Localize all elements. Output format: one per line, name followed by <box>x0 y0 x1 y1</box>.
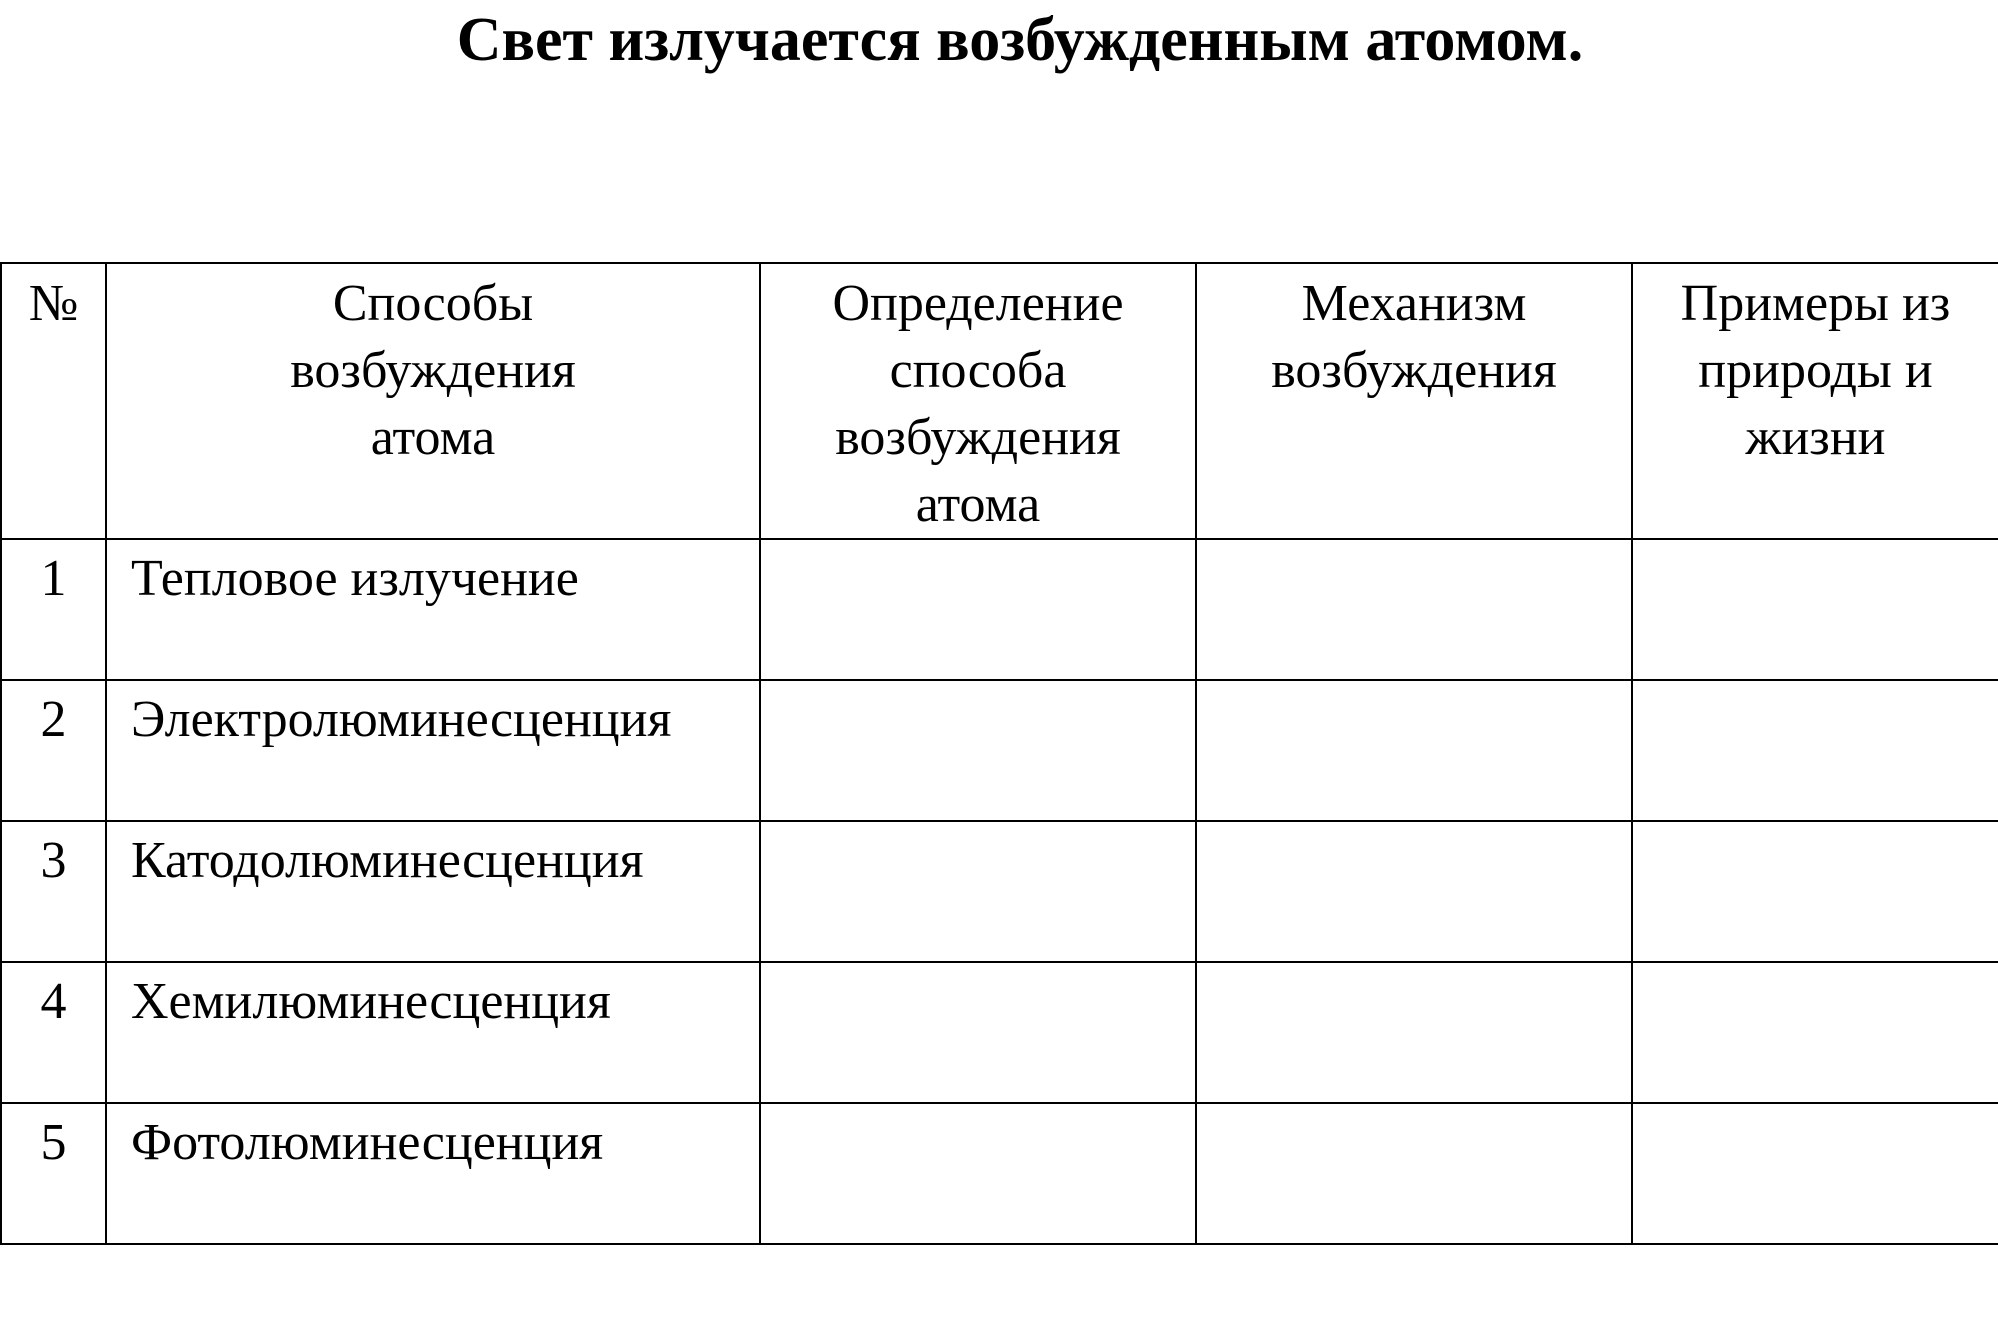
header-mechanism-line: возбуждения <box>1271 342 1557 399</box>
row-mechanism-cell <box>1196 539 1632 680</box>
row-method: Тепловое излучение <box>106 539 760 680</box>
excitation-methods-table <box>0 262 1998 1245</box>
row-method: Фотолюминесценция <box>106 1103 760 1244</box>
header-methods-line: возбуждения <box>290 342 576 399</box>
header-examples-line: жизни <box>1745 409 1886 466</box>
row-number: 4 <box>1 962 106 1103</box>
row-method: Катодолюминесценция <box>106 821 760 962</box>
row-examples-cell <box>1632 821 1998 962</box>
table-row <box>1 821 1998 962</box>
header-definition-line: Определение <box>832 275 1124 332</box>
row-definition-cell <box>760 1103 1196 1244</box>
header-mechanism-line: Механизм <box>1301 275 1527 332</box>
row-examples-cell <box>1632 1103 1998 1244</box>
header-methods <box>106 263 760 539</box>
row-mechanism-cell <box>1196 680 1632 821</box>
header-examples-line: природы и <box>1698 342 1933 399</box>
header-definition <box>760 263 1196 539</box>
page-title: Свет излучается возбужденным атомом. <box>456 6 1584 74</box>
row-mechanism-cell <box>1196 962 1632 1103</box>
header-examples-line: Примеры из <box>1680 275 1951 332</box>
row-number: 5 <box>1 1103 106 1244</box>
row-method: Электролюминесценция <box>106 680 760 821</box>
row-definition-cell <box>760 680 1196 821</box>
row-examples-cell <box>1632 680 1998 821</box>
header-number: № <box>1 263 106 539</box>
row-method: Хемилюминесценция <box>106 962 760 1103</box>
row-examples-cell <box>1632 539 1998 680</box>
header-definition-line: способа <box>889 342 1067 399</box>
table-header-row <box>1 263 1998 539</box>
table-row <box>1 962 1998 1103</box>
row-examples-cell <box>1632 962 1998 1103</box>
row-number: 3 <box>1 821 106 962</box>
table-row <box>1 680 1998 821</box>
header-definition-line: атома <box>915 476 1041 533</box>
header-methods-line: Способы <box>332 275 534 332</box>
header-examples <box>1632 263 1998 539</box>
table-row <box>1 1103 1998 1244</box>
row-mechanism-cell <box>1196 1103 1632 1244</box>
row-mechanism-cell <box>1196 821 1632 962</box>
table-row <box>1 539 1998 680</box>
row-number: 1 <box>1 539 106 680</box>
header-definition-line: возбуждения <box>835 409 1121 466</box>
header-mechanism <box>1196 263 1632 539</box>
row-definition-cell <box>760 539 1196 680</box>
row-definition-cell <box>760 962 1196 1103</box>
row-number: 2 <box>1 680 106 821</box>
header-methods-line: атома <box>370 409 496 466</box>
row-definition-cell <box>760 821 1196 962</box>
